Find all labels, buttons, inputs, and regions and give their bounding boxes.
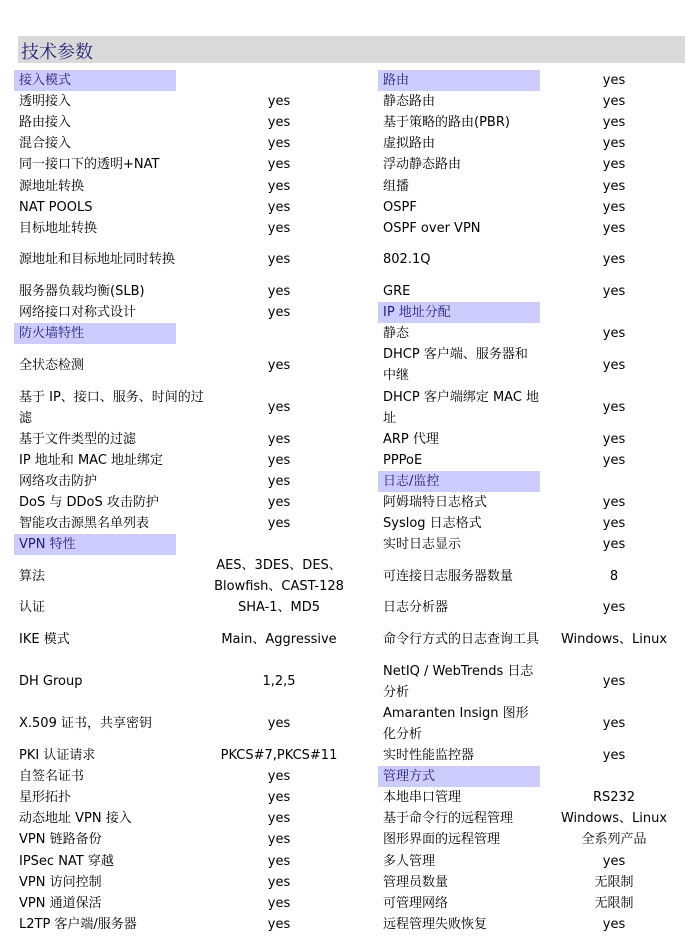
spec-value: yes — [267, 811, 291, 827]
spec-name: DH Group — [19, 674, 83, 690]
spec-name: Syslog 日志格式 — [383, 516, 482, 532]
spec-row — [378, 492, 688, 513]
spec-name: 自签名证书 — [19, 769, 85, 785]
spec-name: 混合接入 — [19, 136, 72, 152]
spec-row — [14, 829, 358, 850]
spec-name: 管理员数量 — [383, 874, 449, 890]
spec-name: NetIQ / WebTrends 日志分析 — [383, 663, 534, 700]
spec-name: DHCP 客户端、服务器和中继 — [383, 347, 528, 384]
spec-row — [14, 808, 358, 829]
section-label: VPN 特性 — [14, 534, 176, 555]
spec-value: yes — [602, 199, 626, 215]
spec-row — [378, 513, 688, 534]
spec-value: yes — [602, 516, 626, 532]
spec-value: yes — [267, 305, 291, 321]
spec-row — [14, 872, 358, 893]
spec-name: VPN 访问控制 — [19, 874, 102, 890]
section-label: IP 地址分配 — [378, 302, 540, 323]
spec-name: 日志分析器 — [383, 600, 449, 616]
spec-value: yes — [267, 916, 291, 932]
spec-row — [378, 597, 688, 618]
spec-name: PPPoE — [383, 452, 423, 468]
spec-row — [14, 450, 358, 471]
spec-name: 远程管理失败恢复 — [383, 916, 488, 932]
spec-value: yes — [602, 674, 626, 690]
spec-name: 服务器负载均衡(SLB) — [19, 283, 145, 299]
spec-name: 同一接口下的透明+NAT — [19, 157, 160, 173]
spec-value: yes — [267, 853, 291, 869]
section-header — [378, 302, 688, 323]
spec-row — [14, 429, 358, 450]
spec-name: IP 地址和 MAC 地址绑定 — [19, 452, 164, 468]
spec-row — [378, 175, 688, 196]
spec-row — [378, 112, 688, 133]
spec-value: yes — [602, 157, 626, 173]
spec-name: 基于命令行的远程管理 — [383, 811, 514, 827]
spec-row — [378, 808, 688, 829]
section-header — [14, 70, 358, 91]
spec-row — [378, 872, 688, 893]
spec-row — [14, 91, 358, 112]
spec-value: 1,2,5 — [262, 674, 296, 690]
spec-value: yes — [602, 94, 626, 110]
spec-name: 星形拓扑 — [19, 790, 72, 806]
spec-name: DoS 与 DDoS 攻击防护 — [19, 494, 159, 510]
spec-name: VPN 通道保活 — [19, 895, 102, 911]
spec-value: yes — [602, 178, 626, 194]
spec-row — [14, 787, 358, 808]
spec-value: Windows、Linux — [560, 811, 668, 827]
spec-value: yes — [267, 874, 291, 890]
spec-name: 图形界面的远程管理 — [383, 832, 501, 848]
spec-value: yes — [267, 769, 291, 785]
spec-value: yes — [267, 832, 291, 848]
spec-row — [14, 914, 358, 935]
spec-value: yes — [267, 136, 291, 152]
spec-name: PKI 认证请求 — [19, 748, 96, 764]
spec-row — [14, 513, 358, 534]
spec-value: yes — [602, 916, 626, 932]
spec-name: IPSec NAT 穿越 — [19, 853, 114, 869]
spec-row — [14, 344, 358, 386]
spec-row — [14, 745, 358, 766]
section-header — [378, 766, 688, 787]
spec-value: yes — [267, 895, 291, 911]
spec-value: yes — [602, 283, 626, 299]
spec-name: VPN 链路备份 — [19, 832, 102, 848]
spec-row — [378, 429, 688, 450]
spec-name: IKE 模式 — [19, 632, 70, 648]
spec-value: yes — [267, 494, 291, 510]
section-header — [378, 70, 688, 91]
spec-row — [14, 175, 358, 196]
spec-name: 浮动静态路由 — [383, 157, 462, 173]
spec-value: yes — [267, 716, 291, 732]
spec-row — [14, 850, 358, 871]
spec-row — [378, 323, 688, 344]
spec-row — [14, 197, 358, 218]
left-spec-column — [14, 70, 358, 935]
section-header — [14, 534, 358, 555]
spec-name: 全状态检测 — [19, 357, 85, 373]
spec-row — [14, 471, 358, 492]
spec-row — [378, 829, 688, 850]
spec-name: 静态 — [383, 326, 410, 342]
spec-name: 网络接口对称式设计 — [19, 305, 137, 321]
spec-value: Windows、Linux — [560, 632, 668, 648]
spec-value: yes — [602, 853, 626, 869]
spec-row — [378, 850, 688, 871]
spec-row — [14, 661, 358, 703]
spec-name: ARP 代理 — [383, 431, 439, 447]
spec-value: yes — [267, 115, 291, 131]
spec-name: Amaranten Insign 图形化分析 — [383, 705, 529, 742]
spec-value: yes — [602, 115, 626, 131]
spec-row — [378, 618, 688, 660]
spec-row — [14, 112, 358, 133]
section-label: 路由 — [378, 70, 540, 91]
spec-value: yes — [267, 790, 291, 806]
spec-row — [378, 154, 688, 175]
spec-name: GRE — [383, 283, 411, 299]
spec-value: SHA-1、MD5 — [237, 600, 321, 616]
spec-row — [378, 661, 688, 703]
spec-value: yes — [267, 473, 291, 489]
spec-value: yes — [602, 136, 626, 152]
spec-name: 静态路由 — [383, 94, 436, 110]
spec-name: X.509 证书，共享密钥 — [19, 716, 152, 732]
spec-name: 802.1Q — [383, 252, 431, 268]
spec-row — [378, 281, 688, 302]
spec-name: 虚拟路由 — [383, 136, 436, 152]
spec-value: Main、Aggressive — [221, 632, 337, 648]
spec-row — [378, 450, 688, 471]
spec-value: yes — [267, 283, 291, 299]
spec-name: 认证 — [19, 600, 46, 616]
spec-value: yes — [602, 600, 626, 616]
section-header — [378, 471, 688, 492]
spec-value: AES、3DES、DES、Blowfish、CAST-128 — [214, 558, 344, 595]
spec-row — [14, 893, 358, 914]
spec-value: yes — [602, 220, 626, 236]
spec-value: yes — [602, 431, 626, 447]
spec-row — [378, 703, 688, 745]
section-label: 接入模式 — [14, 70, 176, 91]
spec-row — [378, 197, 688, 218]
spec-row — [378, 534, 688, 555]
section-label: 日志/监控 — [378, 471, 540, 492]
spec-value: yes — [602, 452, 626, 468]
spec-row — [14, 154, 358, 175]
spec-value: 无限制 — [594, 895, 634, 911]
spec-value: yes — [267, 400, 291, 415]
spec-row — [378, 745, 688, 766]
spec-name: NAT POOLS — [19, 199, 93, 215]
spec-value: yes — [602, 494, 626, 510]
spec-value: yes — [267, 452, 291, 468]
spec-row — [14, 492, 358, 513]
spec-name: 基于文件类型的过滤 — [19, 431, 137, 447]
spec-value: yes — [267, 252, 291, 268]
spec-row — [14, 386, 358, 428]
spec-name: 组播 — [383, 178, 410, 194]
spec-row — [378, 344, 688, 386]
spec-name: 源地址转换 — [19, 178, 85, 194]
spec-value: yes — [602, 537, 626, 553]
spec-name: 基于 IP、接口、服务、时间的过滤 — [19, 389, 204, 426]
spec-value: 无限制 — [594, 874, 634, 890]
spec-value: yes — [602, 400, 626, 415]
page-title: 技术参数 — [21, 42, 93, 63]
spec-name: 路由接入 — [19, 115, 72, 131]
title-bar — [18, 36, 685, 63]
spec-value: yes — [602, 73, 626, 89]
spec-name: 基于策略的路由(PBR) — [383, 115, 510, 131]
spec-row — [14, 218, 358, 239]
spec-name: 智能攻击源黑名单列表 — [19, 516, 150, 532]
spec-row — [14, 133, 358, 154]
spec-row — [14, 239, 358, 281]
spec-value: yes — [267, 357, 291, 373]
spec-name: 目标地址转换 — [19, 220, 98, 236]
right-spec-column — [378, 70, 688, 935]
spec-name: 实时性能监控器 — [383, 748, 475, 764]
spec-value: yes — [267, 516, 291, 532]
spec-row — [378, 787, 688, 808]
spec-value: 全系列产品 — [581, 832, 647, 848]
spec-row — [14, 703, 358, 745]
spec-value: yes — [267, 199, 291, 215]
spec-name: DHCP 客户端绑定 MAC 地址 — [383, 389, 540, 426]
spec-row — [378, 239, 688, 281]
spec-name: 可连接日志服务器数量 — [383, 568, 514, 584]
spec-value: yes — [267, 178, 291, 194]
spec-row — [14, 597, 358, 618]
spec-row — [14, 555, 358, 597]
spec-name: 本地串口管理 — [383, 790, 462, 806]
spec-name: 实时日志显示 — [383, 537, 462, 553]
spec-name: 多人管理 — [383, 853, 436, 869]
spec-value: yes — [602, 252, 626, 268]
spec-value: yes — [267, 431, 291, 447]
spec-row — [14, 618, 358, 660]
spec-row — [14, 766, 358, 787]
spec-name: OSPF — [383, 199, 417, 215]
spec-value: yes — [602, 326, 626, 342]
spec-row — [378, 555, 688, 597]
section-label: 管理方式 — [378, 766, 540, 787]
spec-row — [378, 914, 688, 935]
section-header — [14, 323, 358, 344]
spec-name: 网络攻击防护 — [19, 473, 98, 489]
spec-name: 阿姆瑞特日志格式 — [383, 494, 488, 510]
spec-row — [14, 302, 358, 323]
spec-row — [378, 133, 688, 154]
spec-value: PKCS#7,PKCS#11 — [220, 748, 338, 764]
spec-name: 源地址和目标地址同时转换 — [19, 252, 176, 268]
spec-name: L2TP 客户端/服务器 — [19, 916, 137, 932]
spec-row — [378, 893, 688, 914]
spec-value: RS232 — [592, 790, 636, 806]
spec-value: yes — [267, 220, 291, 236]
spec-name: 透明接入 — [19, 94, 72, 110]
spec-row — [378, 91, 688, 112]
section-label: 防火墙特性 — [14, 323, 176, 344]
spec-row — [14, 281, 358, 302]
spec-name: 命令行方式的日志查询工具 — [383, 632, 540, 648]
spec-name: 可管理网络 — [383, 895, 449, 911]
spec-value: yes — [602, 716, 626, 732]
spec-name: OSPF over VPN — [383, 220, 481, 236]
spec-value: yes — [267, 94, 291, 110]
spec-name: 算法 — [19, 568, 46, 584]
spec-name: 动态地址 VPN 接入 — [19, 811, 132, 827]
spec-value: yes — [602, 357, 626, 373]
spec-row — [378, 218, 688, 239]
spec-value: yes — [267, 157, 291, 173]
spec-value: 8 — [609, 568, 619, 584]
spec-row — [378, 386, 688, 428]
spec-value: yes — [602, 748, 626, 764]
